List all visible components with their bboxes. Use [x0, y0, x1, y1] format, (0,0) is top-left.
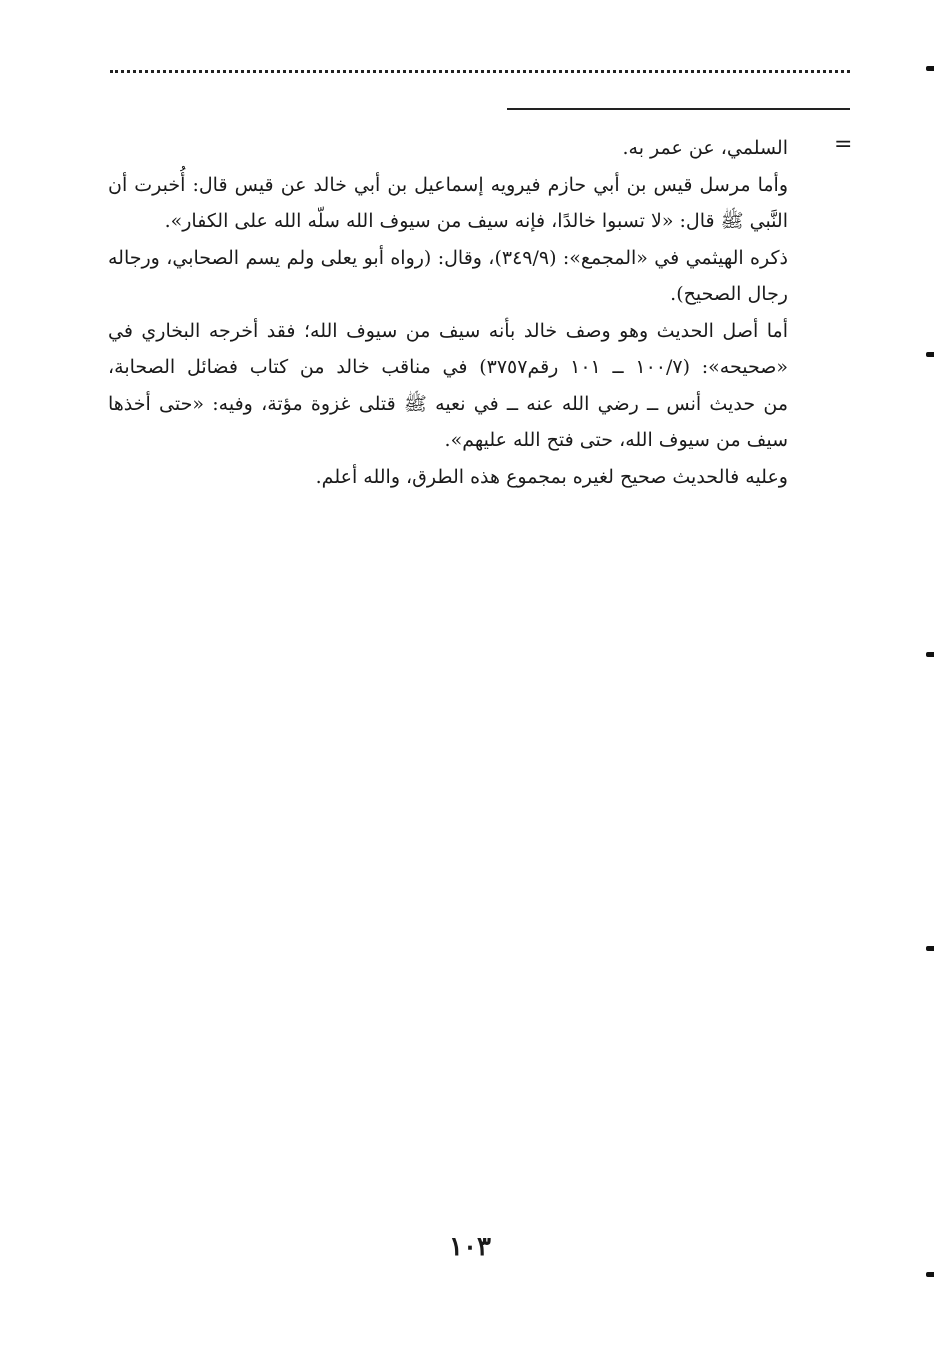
scan-edge-mark: [926, 1272, 934, 1277]
footnote-line: السلمي، عن عمر به.: [622, 137, 788, 159]
dotted-separator: [110, 70, 850, 73]
footnote-line: «صحيحه»: (١٠٠/٧ ــ ١٠١ رقم٣٧٥٧) في مناقب خالد من كتاب فضائل الصحابة،: [108, 356, 789, 378]
scan-edge-mark: [926, 652, 934, 657]
page-number: ١٠٣: [449, 1232, 491, 1262]
scan-edge-mark: [926, 352, 934, 357]
footnote-line: من حديث أنس ــ رضي الله عنه ــ في نعيه ﷺ قتلى غزوة مؤتة، وفيه: «حتى أخذها: [108, 392, 788, 415]
footnote-body: [108, 130, 788, 495]
footnote-line: أما أصل الحديث وهو وصف خالد بأنه سيف من سيوف الله؛ فقد أخرجه البخاري في: [108, 319, 788, 342]
scan-edge-mark: [926, 66, 934, 71]
footnote-line: وأما مرسل قيس بن أبي حازم فيرويه إسماعيل بن أبي خالد عن قيس قال: أُخبرت أن: [108, 173, 788, 196]
footnote-line: النَّبي ﷺ قال: «لا تسبوا خالدًا، فإنه سيف من سيوف الله سلّه الله على الكفار».: [164, 210, 788, 232]
scan-edge-mark: [926, 946, 934, 951]
footnote-separator-rule: [507, 108, 850, 110]
footnote-line: وعليه فالحديث صحيح لغيره بمجموع هذه الطرق، والله أعلم.: [315, 465, 788, 488]
footnote-line: رجال الصحيح).: [670, 283, 788, 305]
footnote-continuation-mark: =: [834, 132, 853, 157]
footnote-line: سيف من سيوف الله، حتى فتح الله عليهم».: [444, 429, 788, 451]
footnote-line: ذكره الهيثمي في «المجمع»: (٣٤٩/٩)، وقال: (رواه أبو يعلى ولم يسم الصحابي، ورجاله: [108, 246, 788, 269]
